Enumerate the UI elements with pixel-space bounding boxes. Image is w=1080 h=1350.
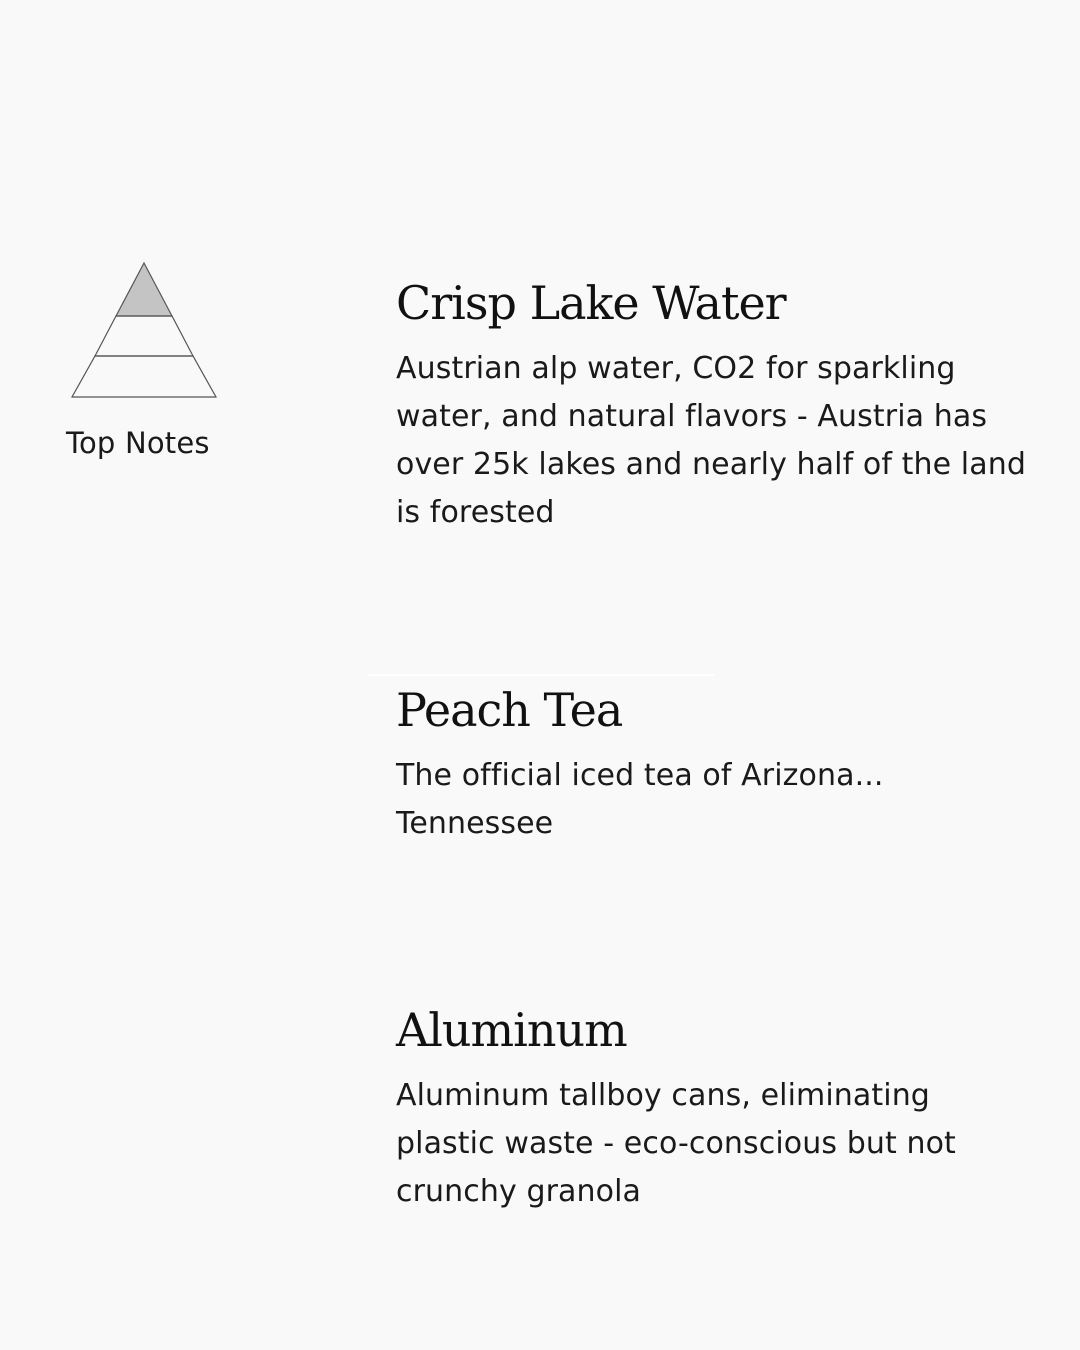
pyramid-label: Top Notes	[66, 426, 210, 460]
note-crisp-lake-water	[396, 275, 1036, 537]
note-aluminum	[396, 1002, 1036, 1216]
note-description: The official iced tea of Arizona... Tennessee	[396, 758, 884, 841]
note-description: Aluminum tallboy cans, eliminating plastic waste - eco-conscious but not crunchy granola	[396, 1078, 956, 1209]
note-peach-tea	[396, 682, 956, 848]
note-title: Crisp Lake Water	[396, 276, 786, 330]
note-title: Peach Tea	[396, 683, 623, 737]
pyramid-bottom-tier	[72, 356, 216, 397]
section-divider	[368, 674, 714, 676]
pyramid-top-tier	[116, 263, 172, 316]
notes-pyramid	[66, 260, 222, 460]
note-title: Aluminum	[396, 1003, 627, 1057]
pyramid-icon	[68, 260, 220, 400]
pyramid-middle-tier	[95, 316, 193, 356]
note-description: Austrian alp water, CO2 for sparkling water, and natural flavors - Austria has over 25k lakes and nearly half of the land is forested	[396, 351, 1026, 530]
